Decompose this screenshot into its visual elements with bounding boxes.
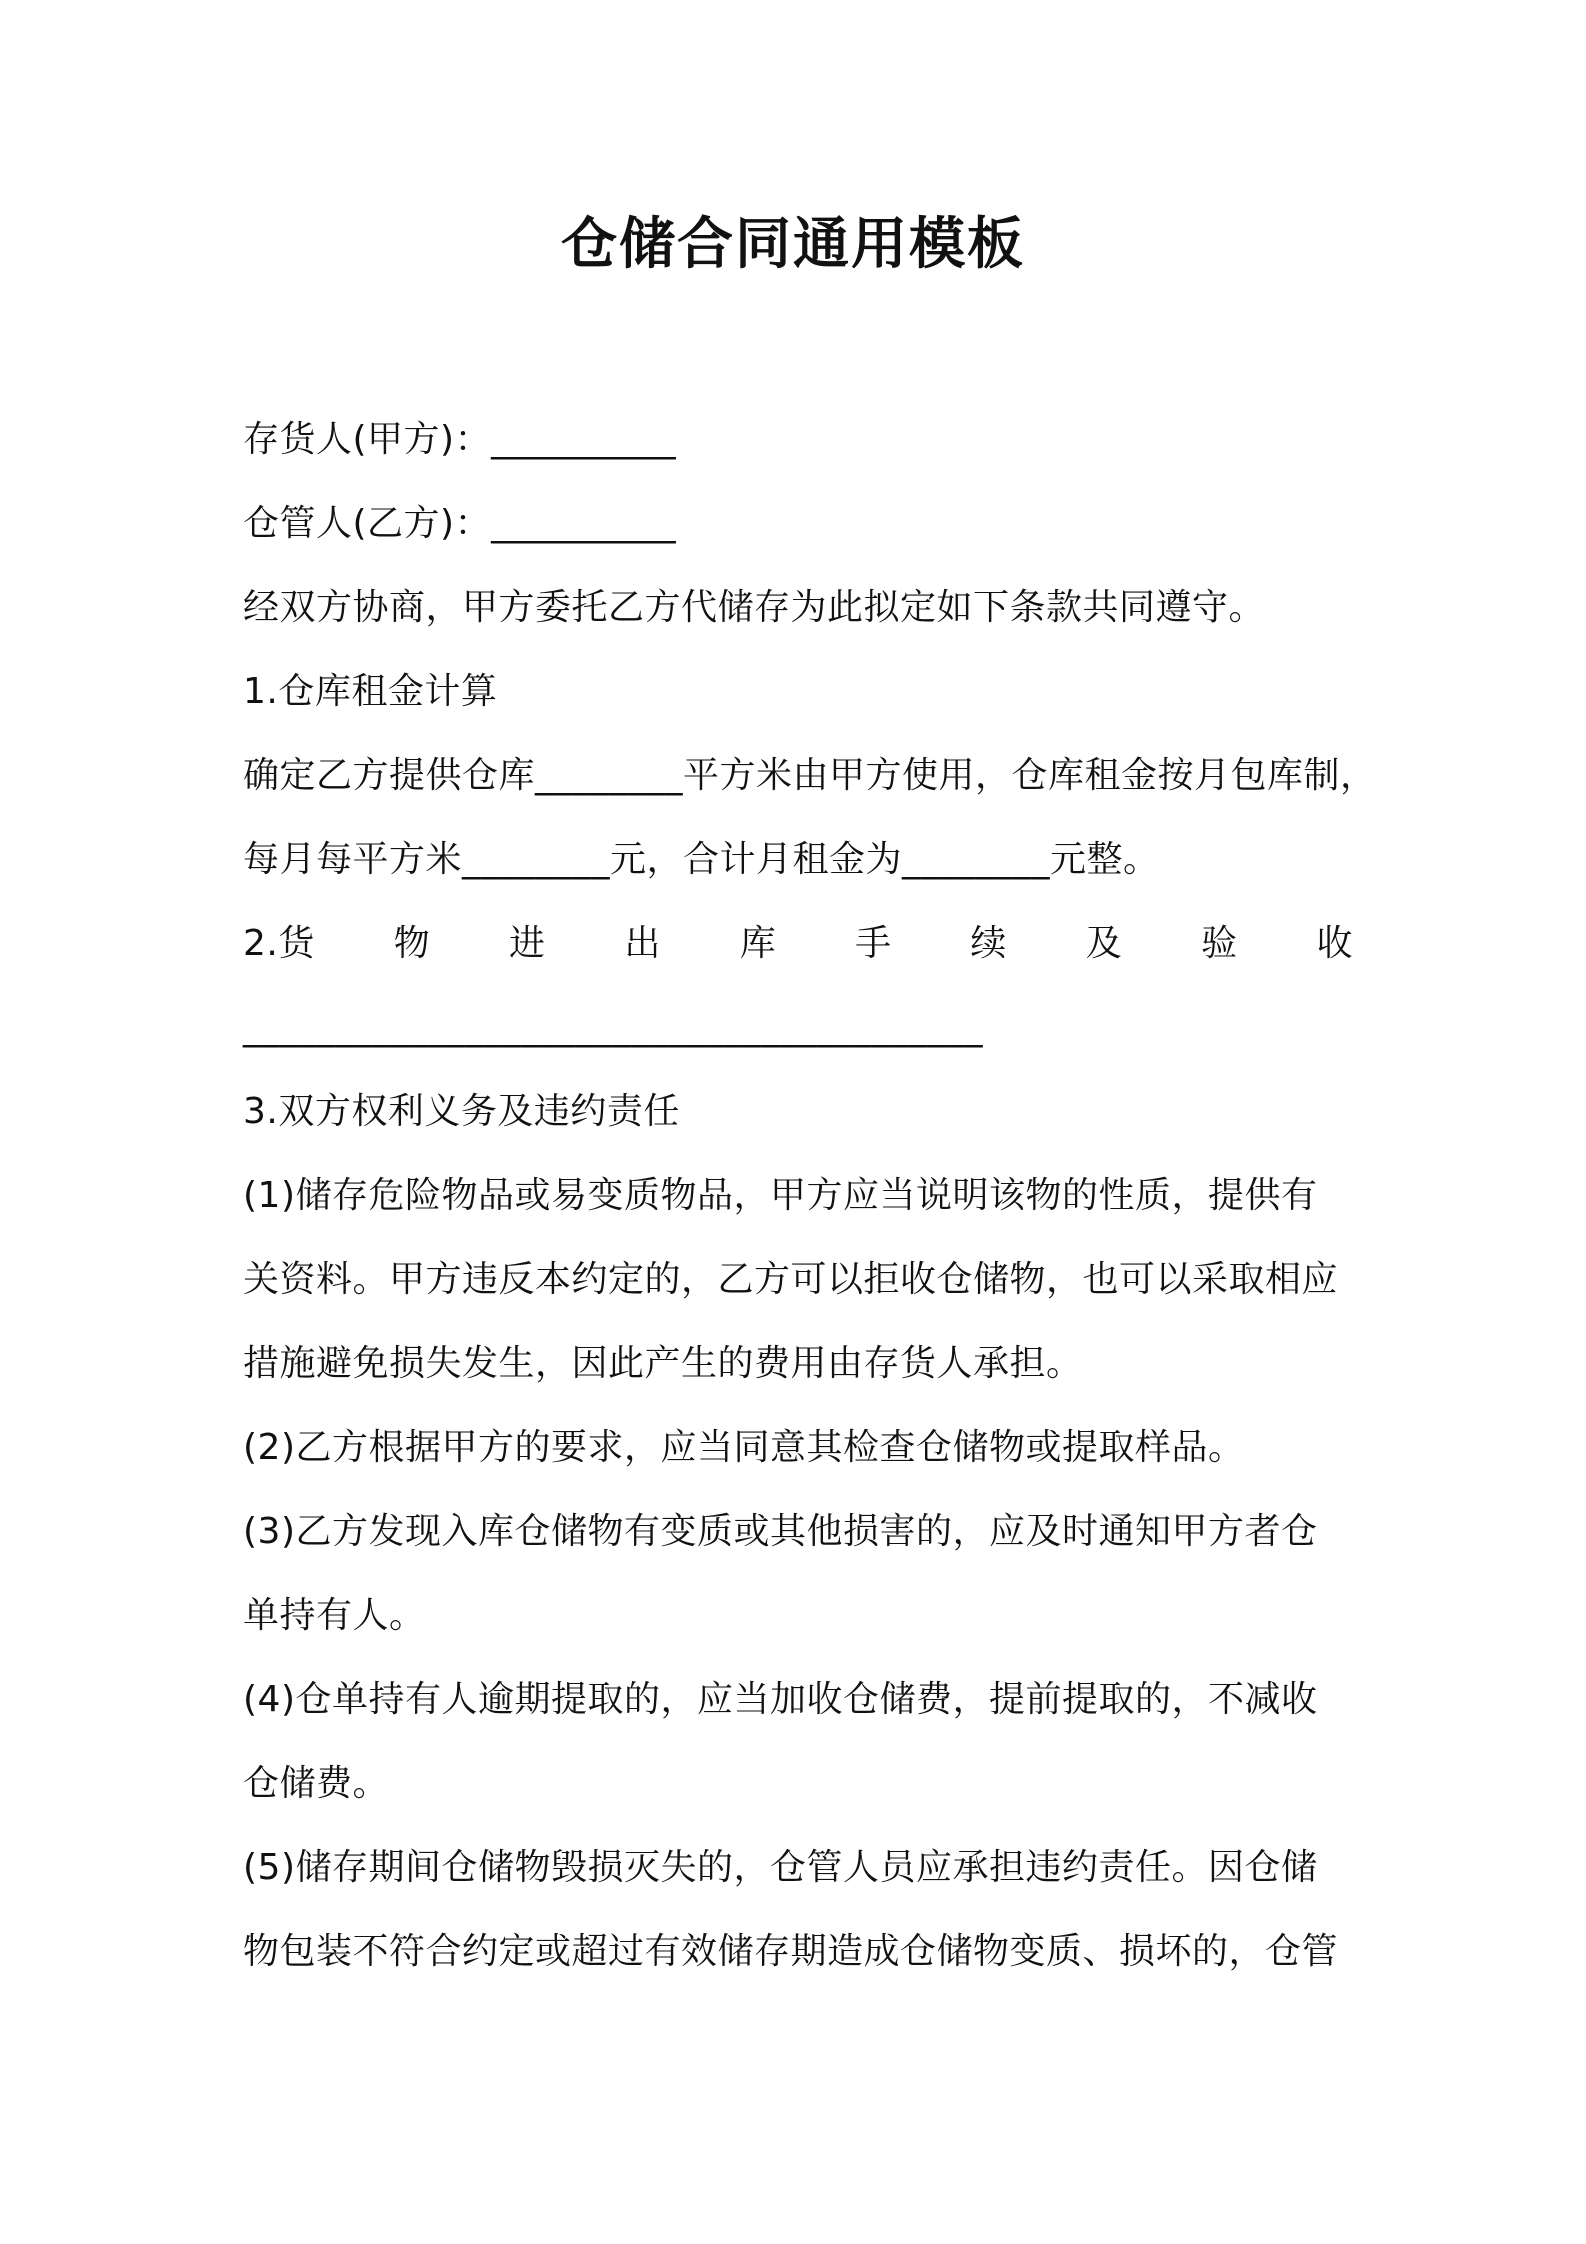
clause-3-text: 单持有人。 [243,1595,426,1636]
section-2-heading-char: 出 [624,923,661,964]
intro-paragraph: 经双方协商，甲方委托乙方代储存为此拟定如下条款共同遵守。 [243,587,1266,628]
party-a-line: 存货人(甲方)：__________ [243,419,677,460]
clause-3-text: (3)乙方发现入库仓储物有变质或其他损害的，应及时通知甲方者仓 [243,1511,1318,1552]
section-1-text: 确定乙方提供仓库________平方米由甲方使用，仓库租金按月包库制， [243,755,1377,796]
clause-4-text: (4)仓单持有人逾期提取的，应当加收仓储费，提前提取的，不减收 [243,1679,1318,1720]
section-2-blank-line: ________________________________________ [243,1007,983,1048]
clause-4-text: 仓储费。 [243,1763,390,1804]
party-b-line: 仓管人(乙方)：__________ [243,503,677,544]
section-2-heading [243,902,1353,986]
clause-2-text: (2)乙方根据甲方的要求，应当同意其检查仓储物或提取样品。 [243,1427,1245,1468]
section-2-heading-char: 及 [1085,923,1123,964]
section-2-heading-char: 库 [739,923,777,964]
section-2-heading-char: 进 [509,923,546,964]
section-1-text: 每月每平方米________元，合计月租金为________元整。 [243,839,1160,880]
section-2-heading-char: 2.货 [243,923,315,964]
section-2-heading-char: 手 [855,923,892,964]
section-3-heading: 3.双方权利义务及违约责任 [243,1091,680,1132]
section-1-heading: 1.仓库租金计算 [243,671,498,712]
clause-5-text: 物包装不符合约定或超过有效储存期造成仓储物变质、损坏的，仓管 [243,1931,1339,1972]
document-body [243,398,1377,1994]
document-title: 仓储合同通用模板 [561,212,1025,277]
section-2-heading-char: 物 [393,923,431,964]
clause-5-text: (5)储存期间仓储物毁损灭失的，仓管人员应承担违约责任。因仓储 [243,1847,1318,1888]
section-2-heading-char: 续 [970,923,1007,964]
clause-1-text: 措施避免损失发生，因此产生的费用由存货人承担。 [243,1343,1083,1384]
section-2-heading-char: 收 [1316,923,1353,964]
section-2-heading-char: 验 [1201,923,1238,964]
clause-1-text: 关资料。甲方违反本约定的，乙方可以拒收仓储物，也可以采取相应 [243,1259,1339,1300]
clause-1-text: (1)储存危险物品或易变质物品，甲方应当说明该物的性质，提供有 [243,1175,1318,1216]
